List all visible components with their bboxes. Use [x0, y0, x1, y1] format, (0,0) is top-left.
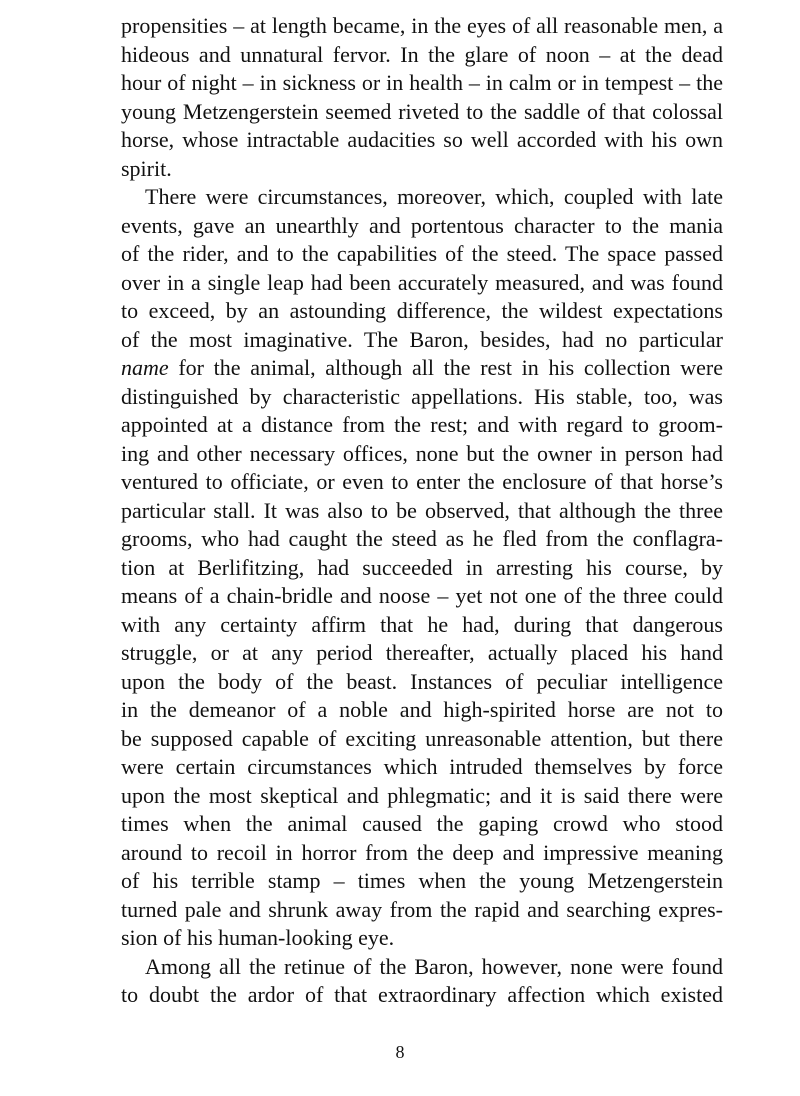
paragraph — [121, 12, 723, 183]
text-line: appointed at a distance from the rest; and with regard to groom- — [121, 412, 723, 437]
text-line: be supposed capable of exciting unreasonable attention, but there — [121, 725, 723, 751]
text-line: propensities – at length became, in the eyes of all reasonable men, a — [121, 13, 723, 38]
text-line: Among all the retinue of the Baron, however, none were found — [145, 953, 723, 979]
text-line: to exceed, by an astounding difference, the wildest expectations — [121, 298, 723, 323]
text-line: of the most imaginative. The Baron, besides, had no particular — [121, 326, 723, 352]
text-line: hour of night – in sickness or in health – in calm or in tempest – the — [121, 70, 723, 95]
text-line: young Metzengerstein seemed riveted to the saddle of that colossal — [121, 98, 723, 124]
paragraph — [121, 183, 723, 953]
text-line: particular stall. It was also to be observed, that although the three — [121, 497, 723, 523]
text-line: sion of his human-looking eye. — [121, 925, 395, 950]
text-line: of his terrible stamp – times when the young Metzengerstein — [121, 868, 723, 893]
text-line: to doubt the ardor of that extraordinary affection which existed — [121, 982, 723, 1007]
text-line: means of a chain-bridle and noose – yet not one of the three could — [121, 583, 723, 608]
italic-word: name — [121, 355, 169, 380]
text-line: times when the animal caused the gaping crowd who stood — [121, 811, 723, 836]
text-line: turned pale and shrunk away from the rapid and searching expres- — [121, 896, 723, 922]
text-line: spirit. — [121, 155, 172, 181]
text-fragment: for the animal, although all the rest in his collection were — [168, 355, 723, 380]
text-line: upon the most skeptical and phlegmatic; and it is said there were — [121, 782, 723, 808]
text-line: hideous and unnatural fervor. In the glare of noon – at the dead — [121, 41, 723, 67]
text-line: were certain circumstances which intruded themselves by force — [121, 754, 723, 779]
text-line: There were circumstances, moreover, which, coupled with late — [145, 184, 723, 209]
text-line: events, gave an unearthly and portentous character to the mania — [121, 212, 723, 238]
text-line: distinguished by characteristic appellations. His stable, too, was — [121, 383, 723, 409]
text-line: grooms, who had caught the steed as he fled from the conflagra- — [121, 526, 723, 551]
text-line: with any certainty affirm that he had, during that dangerous — [121, 611, 723, 637]
text-line — [121, 354, 723, 383]
text-line: horse, whose intractable audacities so well accorded with his own — [121, 127, 723, 152]
page-number: 8 — [395, 1042, 405, 1062]
text-line: ing and other necessary offices, none but the owner in person had — [121, 440, 723, 466]
text-line: tion at Berlifitzing, had succeeded in arresting his course, by — [121, 554, 723, 580]
paragraph — [121, 953, 723, 1010]
text-line: ventured to officiate, or even to enter the enclosure of that horse’s — [121, 469, 723, 494]
text-line: of the rider, and to the capabilities of the steed. The space passed — [121, 241, 723, 266]
text-line: around to recoil in horror from the deep and impressive meaning — [121, 839, 723, 865]
body-text — [121, 12, 723, 1010]
text-line: upon the body of the beast. Instances of peculiar intelligence — [121, 668, 723, 694]
text-line: struggle, or at any period thereafter, actually placed his hand — [121, 640, 723, 665]
text-line: over in a single leap had been accurately measured, and was found — [121, 269, 723, 295]
text-line: in the demeanor of a noble and high-spirited horse are not to — [121, 697, 723, 722]
